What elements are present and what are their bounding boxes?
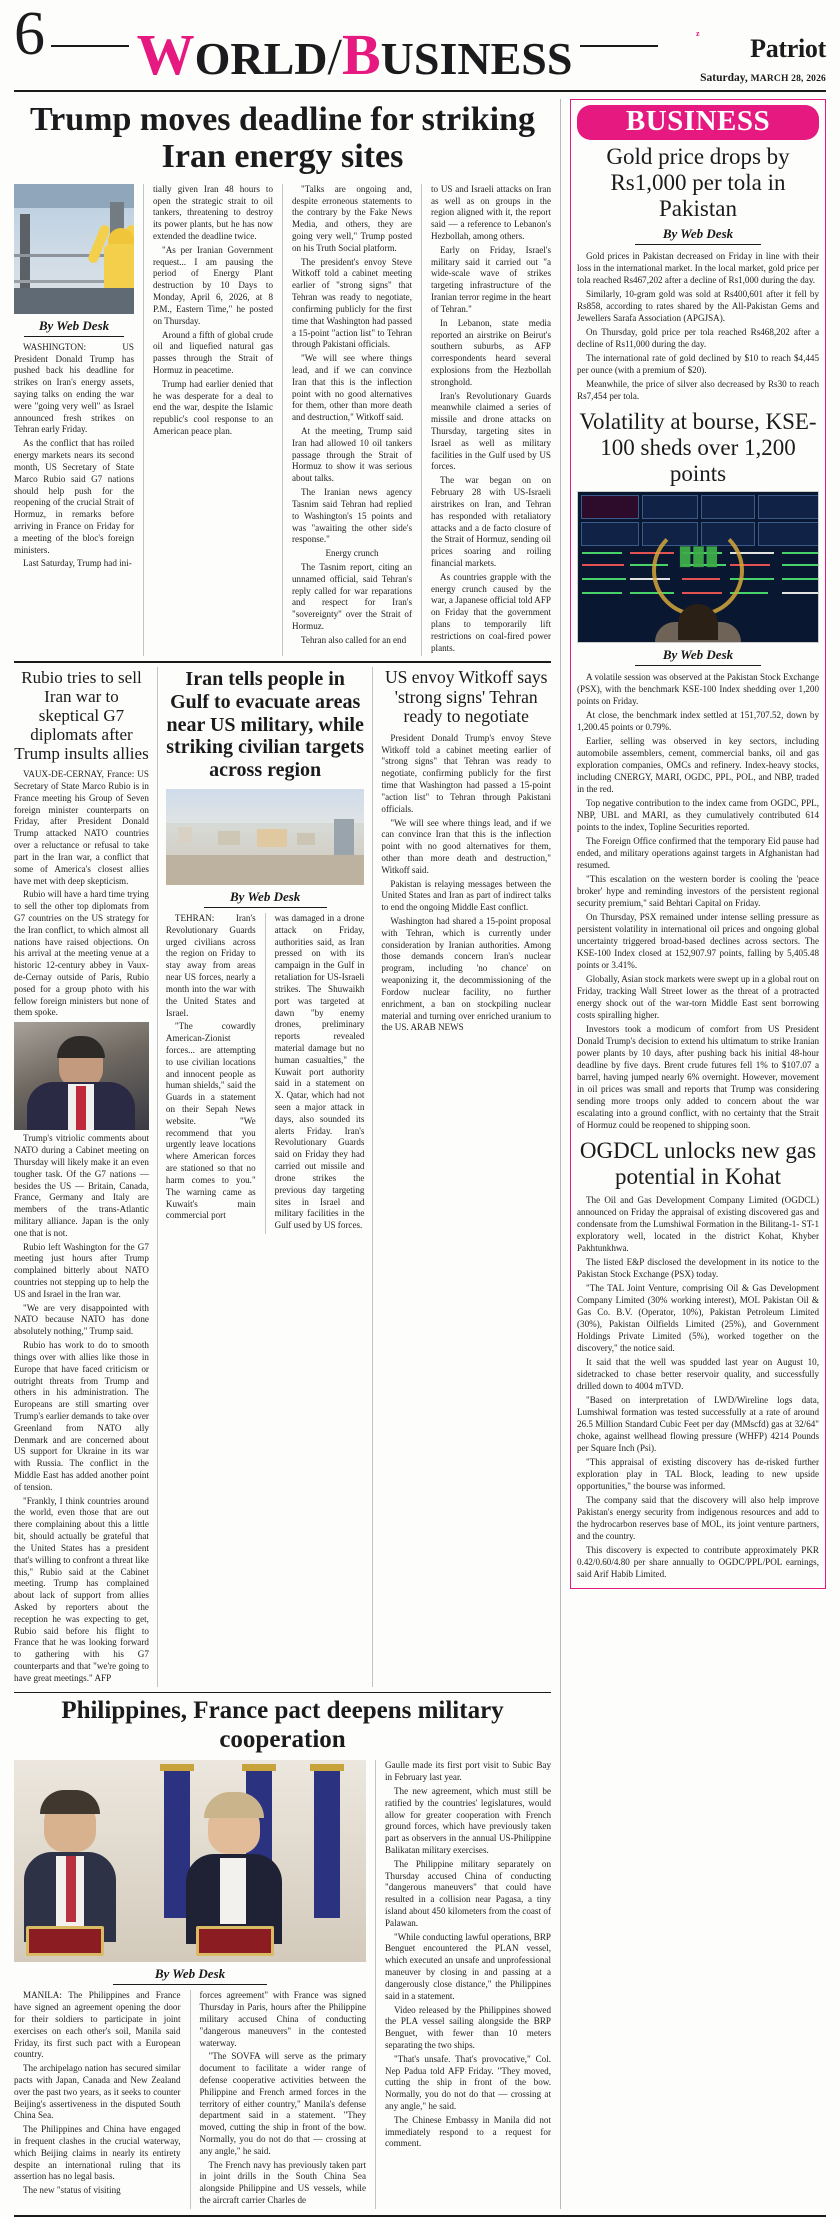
philippines-p: The archipelago nation has secured similar pacts with Japan, Canada and New Zealand over the past two years, as it seeks to counter Beijing's assertiveness in the disputed South China Sea. [14,2063,181,2121]
article-gold-price [577,144,819,402]
rubio-p: "Frankly, I think countries around the world, even those that are out there complaining about this a little bit, should actually be grateful that the United States has a president that's willing to confront a threat like this," Rubio said at the Cabinet meeting. Trump has complained about lack of support from allies Asked by reporters about the reception he was expecting to get, Rubio said before his flight to France that he was looking forward to gathering with his G7 counterparts and that "we're going to have great meetings." AFP [14,1495,149,1683]
section-title-cap-b: B [341,22,381,87]
kse-p: "This escalation on the western border is cooling the 'peace broker' hype and reminding investors of the persistent regional security premium," said Behtari Capital on Friday. [577,874,819,909]
lead-p: Trump had earlier denied that he was desperate for a deal to end the war, despite the Islamic republic's cool response to an American peace plan. [153,378,273,437]
rubio-p: "We are very disappointed with NATO because NATO has done absolutely nothing," Trump said. [14,1302,149,1337]
section-divider [14,661,551,663]
kse-p: Globally, Asian stock markets were swept up in a global rout on Friday, tracking Wall Street lower as the threat of a protracted energy shock out of the war-torn Middle East sent borrowing costs spiralling higher. [577,974,819,1021]
masthead-center [51,22,658,87]
kse-p: At close, the benchmark index settled at 151,707.52, down by 1,200.45 points or 0.79%. [577,710,819,733]
lead-p: WASHINGTON: US President Donald Trump has pushed back his deadline for strikes on Iran's energy assets, saying talks on ending the war were "going very well" as Israel announced fresh strikes on Tehran early Friday. [14,341,134,435]
business-zone [561,99,826,2209]
philippines-p: The French navy has previously taken part in joint drills in the South China Sea alongside Philippine and US vessels, while the aircraft carrier Charles de [199,2159,366,2206]
philippines-p: Video released by the Philippines showed the PLA vessel sailing alongside the BRP Benguet, with fewer than 10 meters separating the two ships. [385,2004,551,2050]
section-title [129,22,581,87]
gold-p: The international rate of gold declined by $10 to reach $4,445 per ounce (with a premium of $20). [577,353,819,376]
philippines-photo [14,1760,366,1962]
article-philippines-france [14,1697,551,2209]
lead-p: The president's envoy Steve Witkoff told a cabinet meeting earlier of "strong signs" that Tehran was ready to negotiate, confirming publicly for the first time that Washington had passed a 15-point "action list" to Tehran through Pakistani officials. [292,256,412,350]
ogdcl-headline: OGDCL unlocks new gas potential in Kohat [579,1138,817,1190]
column-divider [190,1990,191,2209]
iran-gulf-columns [166,913,365,1234]
ogdcl-p: "This appraisal of existing discovery has de-risked further exploration play in TAL Block, leading to new upside opportunities," the bourse was informed. [577,1457,819,1492]
section-title-cap-w: W [136,22,195,87]
iran-gulf-p: TEHRAN: Iran's Revolutionary Guards urged civilians across the region on Friday to stay away from areas near US forces, nearly a month into the war with the United States and Israel. [165,913,256,1018]
column-divider [157,667,158,1687]
page-folio-number: 6 [14,0,45,68]
philippines-col-1 [14,1990,181,2209]
philippines-p: "The SOVFA will serve as the primary document to facilitate a wider range of defense cooperative activities between the Philippine and French armed forces in the territory of either country," Manila's defense department said in a statement. "They moved, cutting the ship in front of the bow. Normally, you do not do that — crossing at any angle," he said. [199,2051,366,2156]
philippines-p: The new "status of visiting [23,2185,121,2196]
business-panel [570,99,826,1589]
lead-headline: Trump moves deadline for striking Iran energy sites [30,101,535,176]
lead-col-4 [431,184,551,657]
lead-p: Early on Friday, Israel's military said it carried out "a wide-scale wave of strikes targeting infrastructure of the Iranian terror regime in the heart of Tehran." [431,244,551,314]
iran-gulf-p: was damaged in a drone attack on Friday, authorities said, as Iran pressed on with its campaign in the Gulf in retaliation for US-Israeli strikes. The Shuwaikh port was targeted at dawn "by enemy drones, preliminary reports revealed material damage but no human casualties," the Kuwait port authority said in a statement on X. Qatar, which had not seen a major attack in days, also sounded its alerts Friday. Iran's Revolutionary Guards said on Friday they had carried out missile and drone strikes the previous day targeting sites in Israel and military facilities in the Gulf used by US forces. [274,913,365,1231]
article-kse-100 [577,409,819,1131]
philippines-p: The new agreement, which must still be ratified by the countries' legislatures, would allow for greater cooperation with French ground forces, which have previously taken part as observers in the annual US-Philippine Balikatan military exercises. [385,1785,551,1855]
philippines-p: The Philippines and China have engaged in frequent clashes in the crucial waterway, which Beijing claims in nearly its entirety despite an international ruling that its assertion has no legal basis. [14,2124,181,2182]
brand-logo [662,29,826,63]
left-content-zone [14,99,560,2209]
rubio-p: VAUX-DE-CERNAY, France: US Secretary of State Marco Rubio is in France meeting his Group of Seven foreign minister counterparts on Friday, after President Donald Trump attacked NATO countries over a reluctance or refusal to take part in the Iran war, a conflict that some of America's closest allies have met with deep skepticism. [14,769,149,886]
gold-byline: By Web Desk [635,226,761,245]
kse-p: On Thursday, PSX remained under intense selling pressure as persistent volatility in international oil prices and ongoing global uncertainty triggered broad-based declines across sectors. The KSE-100 Index closed at 152,907.97 points, falling by 5,405.48 points or 3.41%. [577,912,819,971]
column-divider [421,184,422,657]
lead-col-1 [14,184,134,657]
iran-gulf-byline: By Web Desk [204,889,327,908]
iran-gulf-col-1 [166,913,256,1234]
kse-headline: Volatility at bourse, KSE-100 sheds over 1,200 points [579,409,817,487]
rubio-p: Rubio will have a hard time trying to sell the other top diplomats from G7 countries on the US strategy for the Iran conflict, to which almost all nations have raised objections. On his arrival at the meeting venue at a historic 12-century abbey in Vaux-de-Cernay outside of Paris, Rubio posed for a group photo with his fellow foreign ministers but none of them spoke. [14,889,149,1018]
article-lead-trump-iran [14,101,551,656]
philippines-p: MANILA: The Philippines and France have signed an agreement opening the door for their soldiers to participate in joint exercises on each other's soil, Manila said Friday, its first such pact with a European country. [14,1990,181,2060]
gold-headline: Gold price drops by Rs1,000 per tola in Pakistan [606,144,790,222]
lead-p: "We will see where things lead, and if we can convince Iran that this is the inflection point with no good alternatives for them, other than more death and destruction," Witkoff said. [292,353,412,423]
witkoff-p: "We will see where things lead, and if we can convince Iran that this is the inflection point with no good alternatives for them, other than more death and destruction," Witkoff said. [381,817,552,875]
masthead-rule-left [51,45,129,47]
philippines-p: "That's unsafe. That's provocative," Col. Nep Padua told AFP Friday. "They moved, cutting the ship in front of the bow. Normally, you do not do that — crossing at any angle," he said. [385,2053,551,2111]
gold-p: On Thursday, gold price per tola reached Rs468,202 after a decline of Rs11,000 during the day. [577,327,819,350]
lead-photo [14,184,134,314]
philippines-col-3 [385,1760,551,2209]
lead-p: Last Saturday, Trump had ini- [23,558,132,569]
lead-p: Around a fifth of global crude oil and liquefied natural gas passes through the Strait of Hormuz in peacetime. [153,329,273,375]
column-divider [372,667,373,1687]
iran-gulf-col-2 [275,913,365,1234]
lead-p: "Talks are ongoing and, despite erroneous statements to the contrary by the Fake News Media, and others, they are going very well," Trump posted on his Truth Social platform. [292,183,412,253]
rubio-photo [14,1022,149,1130]
philippines-p: The Chinese Embassy in Manila did not immediately respond to a request for comment. [385,2114,551,2149]
rubio-headline: Rubio tries to sell Iran war to skeptical G7 diplomats after Trump insults allies [14,668,149,764]
lead-col-3 [292,184,412,657]
witkoff-headline: US envoy Witkoff says 'strong signs' Tehran ready to negotiate [384,667,548,727]
kse-p: The Foreign Office confirmed that the temporary Eid pause had ended, and military operations against targets in Afghanistan had resumed. [577,836,819,871]
brand-name: Patriot [750,34,826,63]
philippines-byline: By Web Desk [113,1966,268,1985]
philippines-headline: Philippines, France pact deepens military cooperation [61,1697,504,1753]
ogdcl-p: This discovery is expected to contribute approximately PKR 0.42/0.60/4.80 per share annually to OGDC/PPL/POL earnings, said Arif Habib Limited. [577,1545,819,1580]
trader-head-silhouette [678,604,718,640]
iran-gulf-headline: Iran tells people in Gulf to evacuate areas near US military, while striking civilian targets across region [166,668,365,782]
dateline-day: Saturday, [700,72,748,84]
column-divider [282,184,283,657]
lead-byline: By Web Desk [24,318,125,337]
lead-p: As the conflict that has roiled energy markets nears its second month, US Secretary of State Marco Rubio said G7 nations should help push for the reopening of the crucial Strait of Hormuz, in remarks before arriving in France on Friday for a meeting of the bloc's foreign ministers. [14,438,134,555]
gold-p: Similarly, 10-gram gold was sold at Rs400,601 after it fell by Rs858, according to rates shared by the All-Pakistan Gems and Jewellers Sarafa Association (APGJSA). [577,289,819,324]
gold-p: Meanwhile, the price of silver also decreased by Rs30 to reach Rs7,454 per tola. [577,379,819,402]
lead-p: In Lebanon, state media reported an airstrike on Beirut's southern suburbs, as AFP correspondents heard several explosions from the Hezbollah stronghold. [431,317,551,387]
philippines-p: "While conducting lawful operations, BRP Benguet encountered the PLAN vessel, which executed an unsafe and unprofessional maneuver by closing in and passing at a dangerously close distance," the Philippines said in a statement. [385,1931,551,2001]
lead-p: The Tasnim report, citing an unnamed official, said Tehran's reply called for war reparations and respect for Iran's "sovereignty" over the Strait of Hormuz. [292,561,412,632]
kse-p: Top negative contribution to the index came from OGDC, PPL, NBP, UBL and MARI, as they cumulatively contributed 614 points to the index, Topline Securities reported. [577,798,819,833]
article-witkoff [381,667,551,1687]
philippines-inner-columns [14,1990,366,2209]
kse-p: Earlier, selling was observed in key sectors, including automobile assemblers, cement, commercial banks, oil and gas exploration companies, OMCs and refinery. Index-heavy stocks, including CNERGY, MARI, OGDC, PPL, POL, and NBP, traded in the red. [577,736,819,795]
section-title-business: USINESS [380,33,573,84]
kse-p: Investors took a modicum of comfort from US President Donald Trump's decision to extend his ultimatum to strike Iranian power plants by 10 days, after pushing back his initial 48-hour deadline by five days. Brent crude futures fell 1% to $107.07 a barrel, having jumped nearly 6% overnight. However, movement in oil prices was small and reports that Trump was considering sending more troops only added to concern about the war escalating into a ground conflict, with no certainty that the Strait of Hormuz could be reopened to shipping soon. [577,1024,819,1131]
rubio-p: Rubio left Washington for the G7 meeting just hours after Trump complained bitterly about NATO countries not stepping up to help the US and Israel in the Iran war. [14,1241,149,1299]
psx-logo-icon: ▮▮▮ [678,539,718,570]
masthead-rule-right [580,45,658,47]
lead-col-2 [153,184,273,657]
lead-p: The Iranian news agency Tasnim said Tehran had replied to Washington's 15 points and was "awaiting the other side's response." [292,487,412,545]
lead-subhead: Energy crunch [325,548,379,559]
ogdcl-p: It said that the well was spudded last year on August 10, sidetracked to chase better reservoir quality, and successfully drilled down to 4004 mTVD. [577,1357,819,1392]
masthead [14,0,826,87]
kse-photo [577,491,819,643]
philippines-p: The Philippine military separately on Thursday accused China of conducting "dangerous maneuvers" that could have resulted in a collision near Pagasa, a tiny island about 450 kilometers from the coast of Palawan. [385,1858,551,1928]
column-divider [143,184,144,657]
lead-columns [14,184,551,657]
philippines-p: forces agreement" with France was signed Thursday in Paris, hours after the Philippine military accused China of conducting "dangerous maneuvers" in the contested waterway. [199,1990,366,2048]
lead-p: As countries grapple with the energy crunch caused by the war, a Japanese official told AFP on Friday that the government plans to temporarily lift restrictions on coal-fired power plants. [431,571,551,653]
dateline [662,72,826,84]
philippines-left [14,1760,366,2209]
article-rubio-g7 [14,667,149,1687]
section-title-world: ORLD [194,33,328,84]
lead-p: to US and Israeli attacks on Iran as well as on groups in the region aligned with it, the report said — a reference to Lebanon's Hezbollah, among others. [431,183,551,242]
second-band [14,667,551,1687]
rubio-p: Trump's vitriolic comments about NATO during a Cabinet meeting on Thursday will likely make it an even tougher task. Of the G7 nations — besides the US — Britain, Canada, France, Germany and Italy are members of the trans-Atlantic military alliance. Japan is the only one that is not. [14,1133,149,1238]
ogdcl-p: "Based on interpretation of LWD/Wireline logs data, Lumshiwal formation was tested successfully at a rate of around 26.5 Million Standard Cubic Feet per day (MMscfd) gas at 32/64" choke, against wellhead flowing pressure (WHFP) 4214 Pounds per Square Inch (Psi). [577,1395,819,1454]
lead-p: tially given Iran 48 hours to open the strategic strait to oil tankers, threatening to destroy its power plants, but he has now extended the deadline twice. [153,183,273,242]
ogdcl-p: The Oil and Gas Development Company Limited (OGDCL) announced on Friday the appraisal of existing discovered gas and condensate from the Lumshiwal Formation in the Bilitang-1- ST-1 exploratory well, located in the district Kohat, Khyber Pakhtunkhwa. [577,1195,819,1254]
philippines-columns [14,1760,551,2209]
column-divider [265,913,266,1234]
article-iran-gulf [166,667,365,1687]
lead-p: The war began on on February 28 with US-Israeli airstrikes on Iran, and Tehran has responded with retaliatory attacks and a de facto closure of the Strait of Hormuz, sending oil prices soaring and roiling financial markets. [431,475,551,568]
dateline-date: MARCH 28, 2026 [750,74,826,84]
brand-mark-icon: z [696,29,700,38]
witkoff-p: Pakistan is relaying messages between the United States and Iran as part of indirect talks to end the ongoing Middle East conflict. [381,878,552,913]
lead-p: At the meeting, Trump said Iran had allowed 10 oil tankers passage through the Strait of Hormuz to show it was serious about talks. [292,426,412,484]
witkoff-p: Washington had shared a 15-point proposal with Tehran, which is currently under consideration by Iranian authorities. Among those demands concern Iran's nuclear program, including 'no chance' on weaponizing it, the decommissioning of the Fordow nuclear facility, no further enrichment, a ban on stockpiling nuclear material and turning over enriched uranium to the US. ARAB NEWS [381,916,552,1033]
masthead-right [658,29,826,84]
page-body [14,99,826,2209]
ogdcl-p: The company said that the discovery will also help improve Pakistan's energy security from indigenous resources and add to the hydrocarbon reserves base of MOL, its joint venture partners, and the country. [577,1495,819,1542]
lead-p: "As per Iranian Government request... I am pausing the period of Energy Plant destruction by 10 Days to Monday, April 6, 2026, at 8 P.M., Eastern Time," he posted on Thursday. [153,244,273,326]
witkoff-p: President Donald Trump's envoy Steve Witkoff told a cabinet meeting earlier of "strong signs" that Tehran was ready to negotiate, confirming publicly for the first time that Washington had passed a 15-point "action list" to Tehran through Pakistani officials. [381,732,552,814]
masthead-bottom-rule [14,90,826,92]
iran-gulf-p: "The cowardly American-Zionist forces... are attempting to use civilian locations and innocent people as human shields," said the Guards in a statement on their Sepah News website. "We recommend that you urgently leave locations where American forces are stationed so that no harm comes to you." The warning came as Kuwait's main commercial port [165,1021,256,1221]
ogdcl-p: The listed E&P disclosed the development in its notice to the Pakistan Stock Exchange (PSX) today. [577,1257,819,1280]
lead-p: Tehran also called for an end [301,634,407,645]
philippines-col-2 [200,1990,367,2209]
iran-gulf-photo [166,789,365,885]
section-title-slash: / [327,29,342,86]
section-divider [14,1692,551,1694]
lead-p: Iran's Revolutionary Guards meanwhile claimed a series of missile and drone attacks on Thursday, targeting sites in Israel as well as military facilities in the Gulf used by US forces. [431,390,551,472]
business-banner: BUSINESS [577,105,819,140]
article-ogdcl-kohat [577,1138,819,1580]
column-divider [375,1760,376,2209]
kse-p: A volatile session was observed at the Pakistan Stock Exchange (PSX), with the benchmark KSE-100 Index shedding over 1,200 points on Friday. [577,672,819,707]
philippines-p: Gaulle made its first port visit to Subic Bay in February last year. [385,1760,551,1783]
rubio-p: Rubio has work to do to smooth things over with allies like those in Europe that have faced criticism or outright threats from Trump and others in his administration. The Europeans are still smarting over Trump's earlier demands to take over Greenland from NATO ally Denmark and are concerned about US support for Ukraine in its war with Russia. The conflict in the Middle East has added another point of tension. [14,1340,149,1492]
gold-p: Gold prices in Pakistan decreased on Friday in line with their loss in the international market. In the local market, gold price per tola reached Rs467,202 after a decline of Rs1,000 during the day. [577,251,819,286]
ogdcl-p: "The TAL Joint Venture, comprising Oil & Gas Development Company Limited (30% working interest), MOL Pakistan Oil & Gas Co. B.V. (Operator, 10%), Pakistan Petroleum Limited (30%), Pakistan Oilfields Limited (25%), and Government Holdings Private Limited (5%), worked together on the discovery," the notice said. [577,1283,819,1354]
kse-byline: By Web Desk [635,647,761,666]
